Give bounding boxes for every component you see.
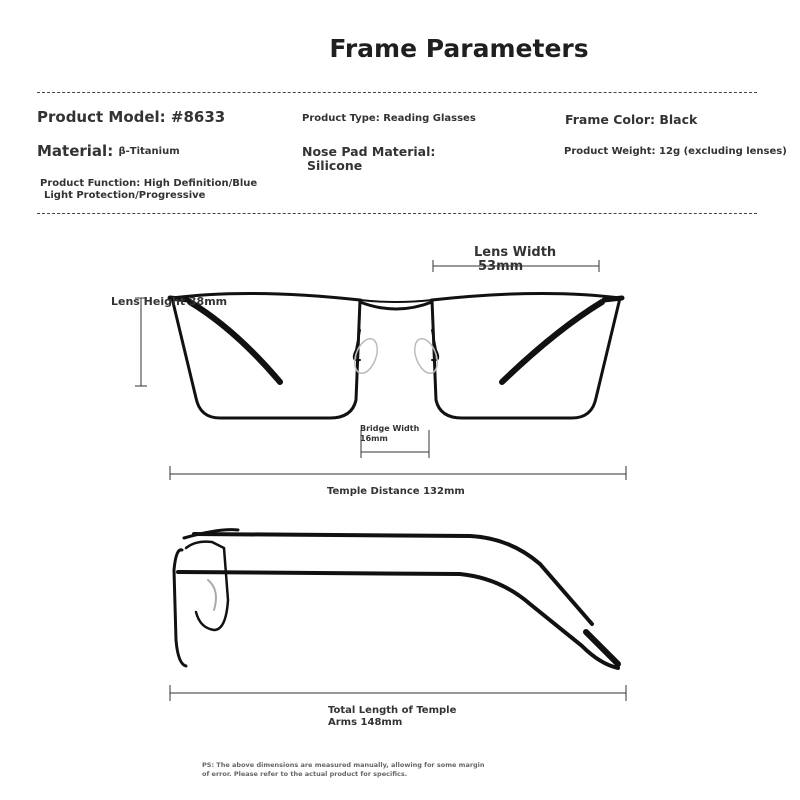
lens-width-value: 53mm [478,259,524,274]
product-type-label: Product Type: [302,113,380,124]
temple-length-title: Total Length of Temple [328,705,457,716]
bridge-width-title: Bridge Width [360,424,420,433]
material-label: Material: [37,142,114,160]
temple-length-value: Arms 148mm [328,717,403,728]
right-nose-pad-silicone [410,336,441,377]
product-type-value: Reading Glasses [383,113,476,124]
right-temple-inner [502,302,602,382]
brow-bar [360,300,432,302]
product-weight-value: 12g (excluding lenses) [659,146,787,157]
nose-pad-label: Nose Pad Material: [302,144,436,159]
footnote [202,761,485,779]
temple-distance-label: Temple Distance 132mm [327,486,465,497]
lens-width-title: Lens Width [474,245,557,260]
side-view [174,530,618,668]
page-title: Frame Parameters [329,34,589,63]
product-function-value-1: High Definition/Blue [143,178,258,189]
temple-length-dimension [170,685,626,701]
frame-color-value: Black [659,112,698,127]
side-front-rim [174,550,186,666]
frame-color-label: Frame Color: [565,112,655,127]
front-view [170,293,622,418]
temple-distance-dimension [170,466,626,480]
right-hinge [604,298,622,300]
lens-height-label: Lens Height 38mm [111,295,228,308]
temple-length-label [328,705,456,729]
product-model-value: #8633 [170,108,226,126]
product-function-label: Product Function: [40,178,141,189]
product-weight-label: Product Weight: [564,146,656,157]
lens-width-label [474,246,556,274]
left-nose-pad-silicone [350,336,381,377]
product-model-label: Product Model: [37,108,166,126]
side-lens-edge [186,542,228,630]
nose-pad-value: Silicone [307,158,363,173]
footnote-line-2: of error. Please refer to the actual product for specifics. [202,770,408,778]
bridge-width-value: 16mm [360,434,388,443]
product-function-value-2: Light Protection/Progressive [44,190,206,201]
left-temple-inner [190,302,280,382]
bridge-width-label [360,424,419,444]
bridge [360,302,432,309]
temple-arm-upper [194,534,592,624]
temple-tip [586,632,618,664]
footnote-line-1: PS: The above dimensions are measured manually, allowing for some margin [202,761,485,769]
side-nose-pad [208,580,216,610]
lens-height-dimension [135,298,147,386]
temple-arm-lower [178,572,618,668]
material-value: β-Titanium [118,146,180,157]
